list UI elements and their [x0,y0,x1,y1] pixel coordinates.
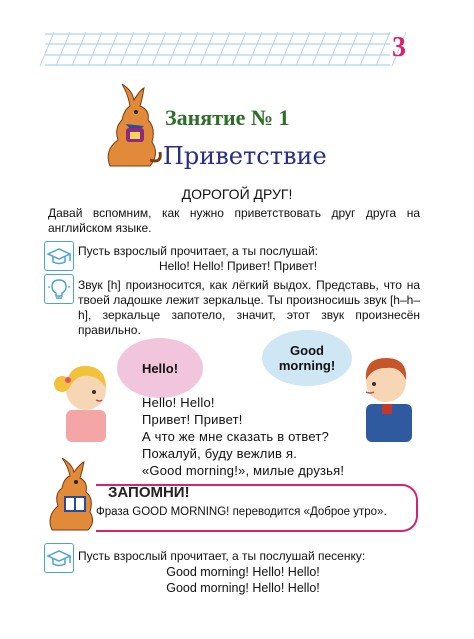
girl-speech-bubble [117,338,203,398]
boy-speech-text: Good morning! [278,343,336,373]
poem-line: Hello! Hello! [142,395,215,410]
task1-line: Hello! Hello! Привет! Привет! [158,259,318,273]
kangaroo-reading-illustration [44,456,100,534]
task1-instruction: Пусть взрослый прочитает, а ты послушай: [78,244,318,258]
task3-instruction: Пусть взрослый прочитает, а ты послушай песенку: [78,549,366,563]
girl-illustration [48,354,114,442]
intro-paragraph: Давай вспомним, как нужно приветствовать друг друга на английском языке. [48,206,420,235]
graduation-cap-icon [44,241,74,271]
poem-line: Привет! Привет! [142,412,243,427]
graduation-cap-icon [44,543,74,573]
poem-line: Пожалуй, буду вежлив я. [142,446,298,461]
remember-text: Фраза GOOD MORNING! переводится «Доброе утро». [96,506,387,518]
lightbulb-icon [44,274,74,304]
remember-title: ЗАПОМНИ! [108,484,190,501]
lesson-subtitle: Приветствие [163,142,327,170]
page-number: 3 [392,32,406,63]
poem-line: А что же мне сказать в ответ? [142,429,329,444]
song-line: Good morning! Hello! Hello! [166,581,320,595]
lesson-title: Занятие № 1 [165,105,290,130]
song-line: Good morning! Hello! Hello! [166,565,320,579]
boy-speech-bubble [262,330,352,386]
poem [142,394,362,479]
kangaroo-illustration [100,80,164,172]
task2-text: Звук [h] произносится, как лёгкий выдох. Представь, что на твоей ладошке лежит зеркальце. Ты произносишь звук [h–h–h], зеркальце запотело, значит, этот звук произнесён правильно. [78,278,420,337]
girl-speech-text: Hello! [141,360,179,376]
poem-line: «Good morning!», милые друзья! [142,463,345,478]
greeting-heading: ДОРОГОЙ ДРУГ! [181,186,293,202]
